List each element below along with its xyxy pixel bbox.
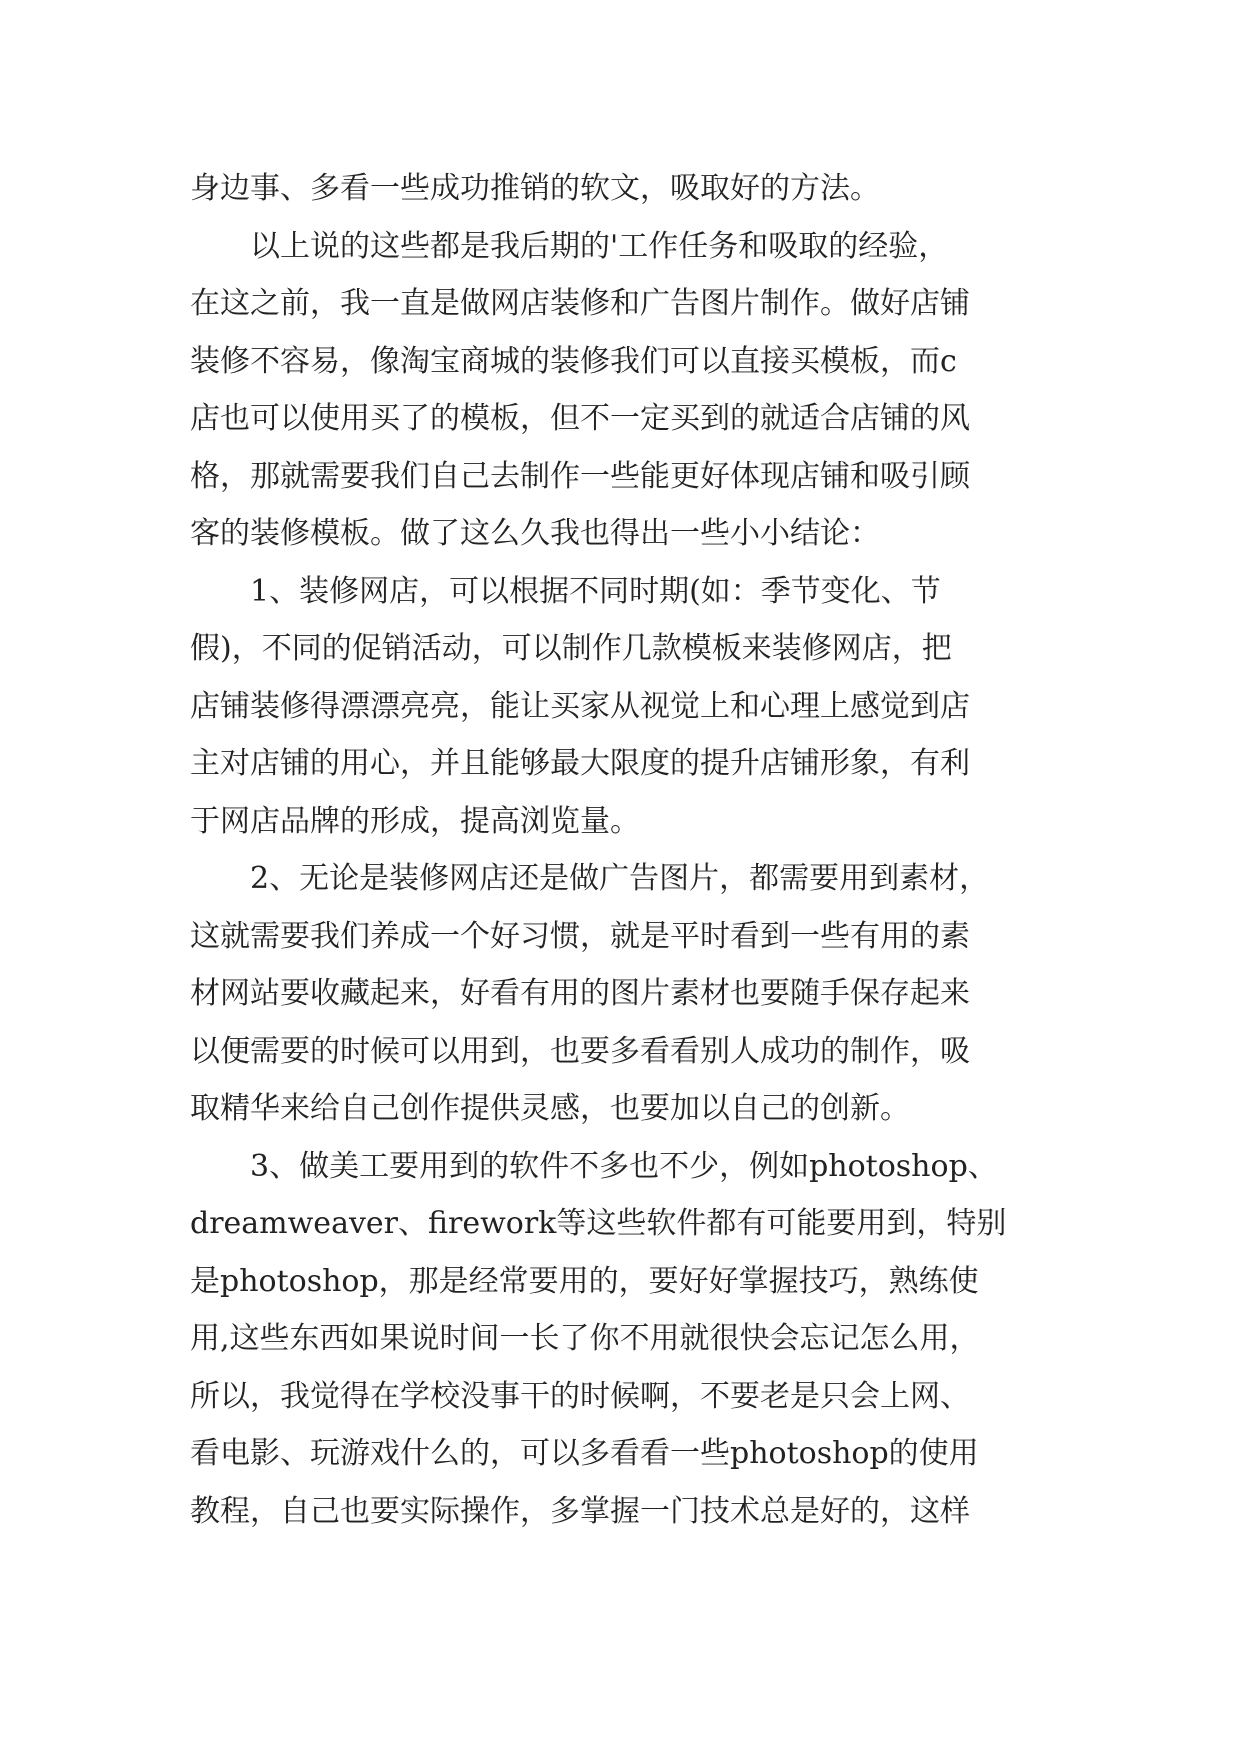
text-line: 客的装修模板。做了这么久我也得出一些小小结论： <box>190 516 880 551</box>
paragraph-first-line: 以上说的这些都是我后期的'工作任务和吸取的经验， <box>250 228 949 264</box>
text-line: 装修不容易，像淘宝商城的装修我们可以直接买模板，而c <box>190 343 957 379</box>
text-line: 主对店铺的用心，并且能够最大限度的提升店铺形象，有利 <box>190 746 970 781</box>
text-line: 假)，不同的促销活动，可以制作几款模板来装修网店，把 <box>190 631 952 666</box>
body-text <box>190 160 1070 1540</box>
text-line: 这就需要我们养成一个好习惯，就是平时看到一些有用的素 <box>190 918 970 954</box>
text-line: 是photoshop，那是经常要用的，要好好掌握技巧，熟练使 <box>190 1263 979 1299</box>
text-line: 在这之前，我一直是做网店装修和广告图片制作。做好店铺 <box>190 286 970 321</box>
paragraph-first-line: 3、做美工要用到的软件不多也不少，例如photoshop、 <box>250 1148 998 1184</box>
text-line: 格，那就需要我们自己去制作一些能更好体现店铺和吸引顾 <box>190 458 970 494</box>
text-line: 以便需要的时候可以用到，也要多看看别人成功的制作，吸 <box>190 1033 970 1069</box>
text-line: 看电影、玩游戏什么的，可以多看看一些photoshop的使用 <box>190 1436 979 1471</box>
text-line: dreamweaver、firework等这些软件都有可能要用到，特别 <box>190 1206 1007 1241</box>
text-line: 教程，自己也要实际操作，多掌握一门技术总是好的，这样 <box>190 1493 970 1529</box>
text-line: 用,这些东西如果说时间一长了你不用就很快会忘记怎么用， <box>190 1321 980 1356</box>
paragraph-first-line: 2、无论是装修网店还是做广告图片，都需要用到素材， <box>250 861 990 896</box>
text-line: 所以，我觉得在学校没事干的时候啊，不要老是只会上网、 <box>190 1378 970 1414</box>
paragraph-first-line: 1、装修网店，可以根据不同时期(如：季节变化、节 <box>250 573 941 609</box>
text-line: 取精华来给自己创作提供灵感，也要加以自己的创新。 <box>190 1091 910 1126</box>
text-line: 于网店品牌的形成，提高浏览量。 <box>190 803 640 839</box>
text-line: 店也可以使用买了的模板，但不一定买到的就适合店铺的风 <box>190 401 970 436</box>
text-line: 材网站要收藏起来，好看有用的图片素材也要随手保存起来 <box>190 976 970 1011</box>
text-line: 店铺装修得漂漂亮亮，能让买家从视觉上和心理上感觉到店 <box>190 688 970 724</box>
text-line: 身边事、多看一些成功推销的软文，吸取好的方法。 <box>190 171 880 206</box>
